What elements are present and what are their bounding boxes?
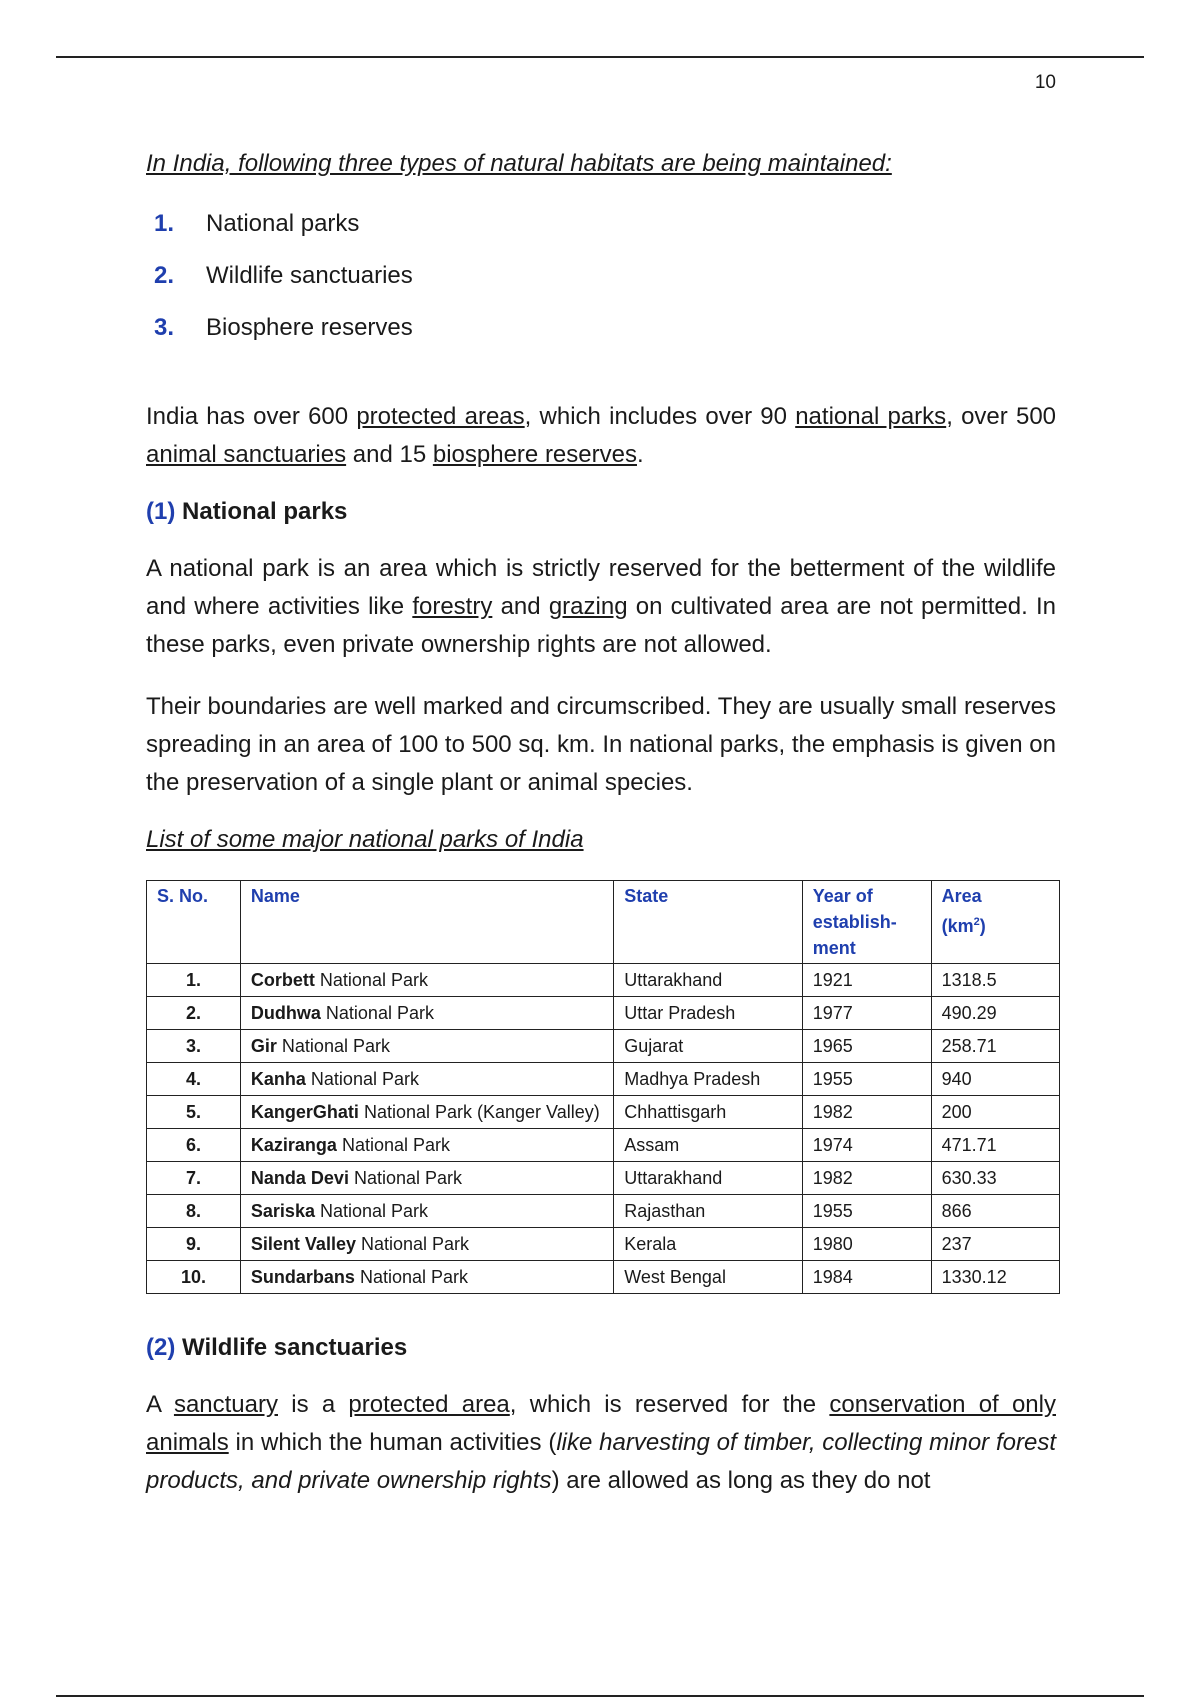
habitat-types-list <box>154 198 1056 354</box>
link-national-parks: national parks <box>795 403 947 430</box>
list-number: 2. <box>154 262 175 289</box>
table-header-row <box>147 881 1060 964</box>
list-item <box>154 250 1056 302</box>
page-content <box>146 140 1056 1524</box>
table-row: 5. KangerGhati National Park (Kanger Valley) Chhattisgarh 1982 200 <box>147 1096 1060 1129</box>
table-row: 6. Kaziranga National Park Assam 1974 471.71 <box>147 1129 1060 1162</box>
header-sno: S. No. <box>147 881 241 964</box>
table-row: 9. Silent Valley National Park Kerala 1980 237 <box>147 1228 1060 1261</box>
list-item <box>154 302 1056 354</box>
link-biosphere-reserves: biosphere reserves <box>432 441 637 468</box>
sanctuaries-paragraph: A sanctuary is a protected area, which is reserved for the conservation of only animals in which the human activities (like harvesting of timber, collecting minor forest products, and private ownership rights) are allowed as long as they do not <box>146 1391 1056 1494</box>
table-row: 8. Sariska National Park Rajasthan 1955 866 <box>147 1195 1060 1228</box>
national-parks-table <box>146 880 1060 1294</box>
link-sanctuary: sanctuary <box>173 1391 278 1418</box>
link-conservation: conservation of only animals <box>146 1391 1056 1456</box>
link-protected-area: protected area <box>348 1391 510 1418</box>
list-label: Biosphere reserves <box>206 314 413 341</box>
header-state: State <box>614 881 802 964</box>
link-protected-areas: protected areas <box>356 403 525 430</box>
table-row: 3. Gir National Park Gujarat 1965 258.71 <box>147 1030 1060 1063</box>
link-animal-sanctuaries: animal sanctuaries <box>146 441 347 468</box>
bottom-rule <box>56 1695 1144 1697</box>
header-year: Year of establish- ment <box>802 881 931 964</box>
link-grazing: grazing <box>548 593 628 620</box>
table-row: 10. Sundarbans National Park West Bengal 1984 1330.12 <box>147 1261 1060 1294</box>
national-parks-paragraph-2: Their boundaries are well marked and circumscribed. They are usually small reserves spreading in an area of 100 to 500 sq. km. In national parks, the emphasis is given on the preservation of a single plant or animal species. <box>146 693 1056 796</box>
intro-heading: In India, following three types of natural habitats are being maintained: <box>146 150 892 177</box>
list-number: 3. <box>154 314 175 341</box>
link-forestry: forestry <box>412 593 493 620</box>
table-caption: List of some major national parks of India <box>146 826 584 853</box>
table-row: 1. Corbett National Park Uttarakhand 1921 1318.5 <box>147 964 1060 997</box>
page-number: 10 <box>1034 72 1056 93</box>
table-row: 7. Nanda Devi National Park Uttarakhand 1982 630.33 <box>147 1162 1060 1195</box>
overview-paragraph: India has over 600 protected areas, which includes over 90 national parks, over 500 animal sanctuaries and 15 biosphere reserves. <box>146 403 1057 468</box>
header-area: Area $(km^2)$ <box>931 881 1059 964</box>
list-label: National parks <box>206 210 360 237</box>
section-heading-national-parks: (1) National parks <box>146 498 348 525</box>
table-row: 4. Kanha National Park Madhya Pradesh 1955 940 <box>147 1063 1060 1096</box>
table-row: 2. Dudhwa National Park Uttar Pradesh 1977 490.29 <box>147 997 1060 1030</box>
list-item <box>154 198 1056 250</box>
top-rule <box>56 56 1144 58</box>
section-heading-wildlife-sanctuaries: (2) Wildlife sanctuaries <box>146 1334 408 1361</box>
list-label: Wildlife sanctuaries <box>206 262 413 289</box>
header-name: Name <box>240 881 613 964</box>
list-number: 1. <box>154 210 175 237</box>
national-parks-paragraph-1: A national park is an area which is strictly reserved for the betterment of the wildlife and where activities like forestry and grazing on cultivated area are not permitted. In these parks, even private ownership rights are not allowed. <box>146 555 1056 658</box>
